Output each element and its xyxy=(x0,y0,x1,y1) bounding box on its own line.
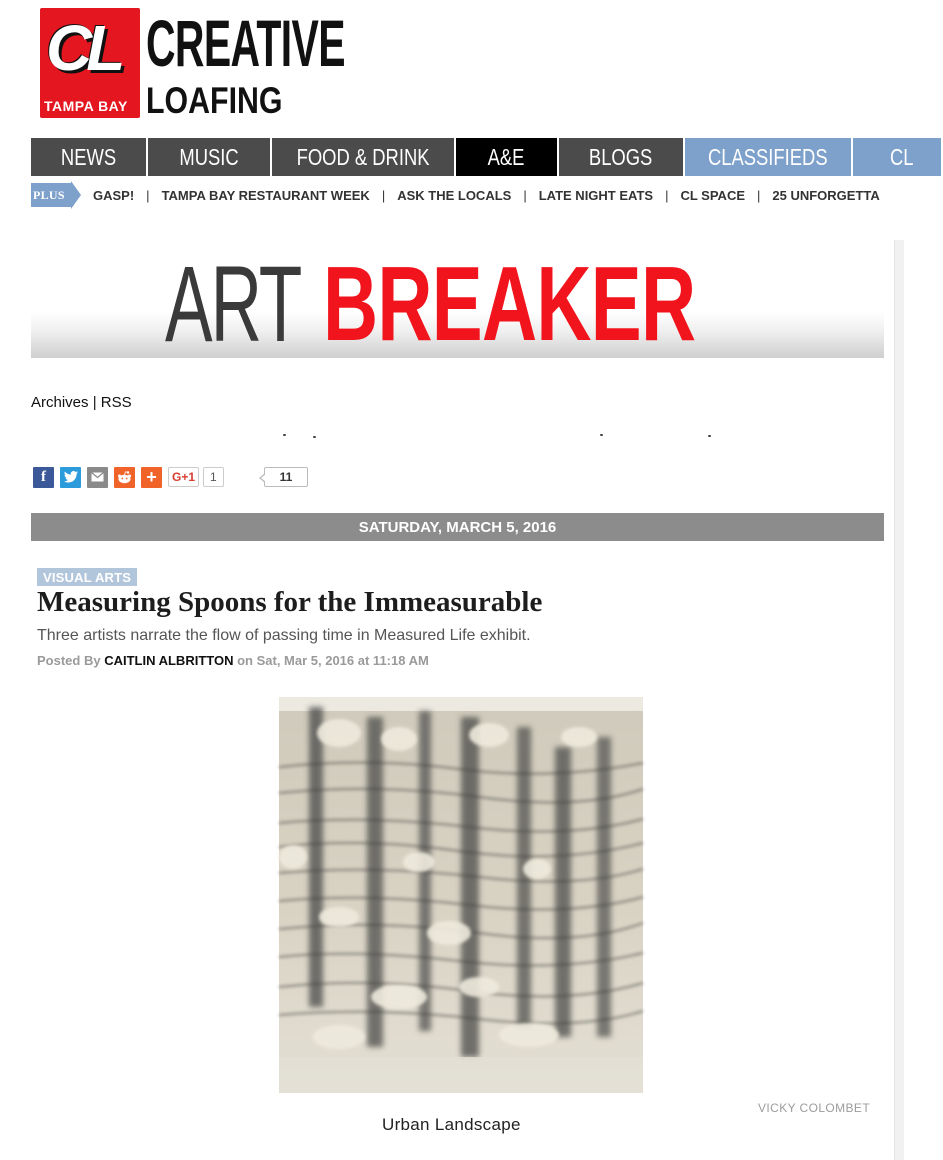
google-plus-count: 1 xyxy=(203,467,224,487)
nav-item-food-drink[interactable] xyxy=(272,138,456,176)
nav-item-arts-entertainment[interactable] xyxy=(456,138,559,176)
nav-item-music[interactable] xyxy=(148,138,272,176)
logo-loafing: LOAFING xyxy=(146,80,283,121)
nav-label: BLOGS xyxy=(589,143,653,170)
decorative-dot xyxy=(600,434,603,436)
subnav-link-gasp[interactable]: GASP! xyxy=(93,187,135,203)
cl-logo-mark xyxy=(40,8,140,118)
email-share-icon[interactable] xyxy=(87,467,108,488)
subnav-separator: | xyxy=(665,187,669,203)
nav-label: NEWS xyxy=(60,143,117,170)
nav-label: CL xyxy=(889,143,914,170)
reddit-share-icon[interactable] xyxy=(114,467,135,488)
nav-item-news[interactable] xyxy=(31,138,148,176)
site-logo[interactable] xyxy=(40,6,345,121)
main-nav xyxy=(31,138,914,176)
date-bar: SATURDAY, MARCH 5, 2016 xyxy=(31,513,884,541)
logo-cl-letters: CL xyxy=(46,12,120,84)
subnav-separator: | xyxy=(146,187,150,203)
article-deck: Three artists narrate the flow of passing time in Measured Life exhibit. xyxy=(37,627,531,644)
subnav-separator: | xyxy=(757,187,761,203)
subnav-separator: | xyxy=(381,187,386,203)
nav-label: A&E xyxy=(488,143,525,170)
logo-creative: CREATIVE xyxy=(146,6,345,80)
archives-rss-links xyxy=(31,394,132,411)
banner-word-breaker: BREAKER xyxy=(323,245,696,363)
article-photo[interactable] xyxy=(279,697,643,1093)
nav-item-cl[interactable] xyxy=(853,138,943,176)
post-timestamp: on Sat, Mar 5, 2016 at 11:18 AM xyxy=(237,653,429,668)
author-link[interactable]: CAITLIN ALBRITTON xyxy=(104,653,234,668)
nav-label: MUSIC xyxy=(179,143,239,170)
archives-link[interactable]: Archives xyxy=(31,394,89,411)
plus-label: PLUS xyxy=(33,188,65,202)
subnav-link-late-night-eats[interactable]: LATE NIGHT EATS xyxy=(538,187,654,203)
more-share-plus-icon[interactable]: + xyxy=(141,467,162,488)
blog-banner[interactable] xyxy=(31,238,884,364)
facebook-share-icon[interactable]: f xyxy=(33,467,54,488)
nav-item-blogs[interactable] xyxy=(559,138,685,176)
plus-badge xyxy=(31,181,79,209)
link-separator: | xyxy=(92,394,97,411)
photo-credit: VICKY COLOMBET xyxy=(758,1101,871,1115)
subnav-link-cl-space[interactable]: CL SPACE xyxy=(680,187,745,203)
subnav-separator: | xyxy=(523,187,527,203)
nav-label: FOOD & DRINK xyxy=(296,143,430,170)
nav-item-classifieds[interactable] xyxy=(685,138,853,176)
article-byline xyxy=(37,653,429,668)
decorative-dot xyxy=(283,434,286,436)
subnav-link-ask-the-locals[interactable]: ASK THE LOCALS xyxy=(397,187,512,203)
posted-by-label: Posted By xyxy=(37,653,101,668)
logo-tampa-bay: TAMPA BAY xyxy=(44,98,128,114)
decorative-dot xyxy=(313,436,316,438)
subnav-link-25-unforgettable[interactable]: 25 UNFORGETTA xyxy=(772,187,880,203)
subnav-link-restaurant-week[interactable]: TAMPA BAY RESTAURANT WEEK xyxy=(161,187,370,203)
nav-label: CLASSIFIEDS xyxy=(708,143,828,170)
scroll-rail xyxy=(894,240,904,1160)
rss-link[interactable]: RSS xyxy=(100,394,132,411)
article-headline[interactable]: Measuring Spoons for the Immeasurable xyxy=(37,586,543,618)
twitter-share-icon[interactable] xyxy=(60,467,81,488)
decorative-dot xyxy=(708,435,711,437)
banner-word-art: ART xyxy=(165,243,301,364)
plus-subnav xyxy=(31,180,904,210)
share-bar xyxy=(33,466,224,488)
facebook-like-count: 11 xyxy=(264,467,308,487)
google-plus-button[interactable]: G+1 xyxy=(168,467,199,487)
category-tag[interactable]: VISUAL ARTS xyxy=(37,568,137,586)
photo-caption: Urban Landscape xyxy=(382,1115,521,1134)
